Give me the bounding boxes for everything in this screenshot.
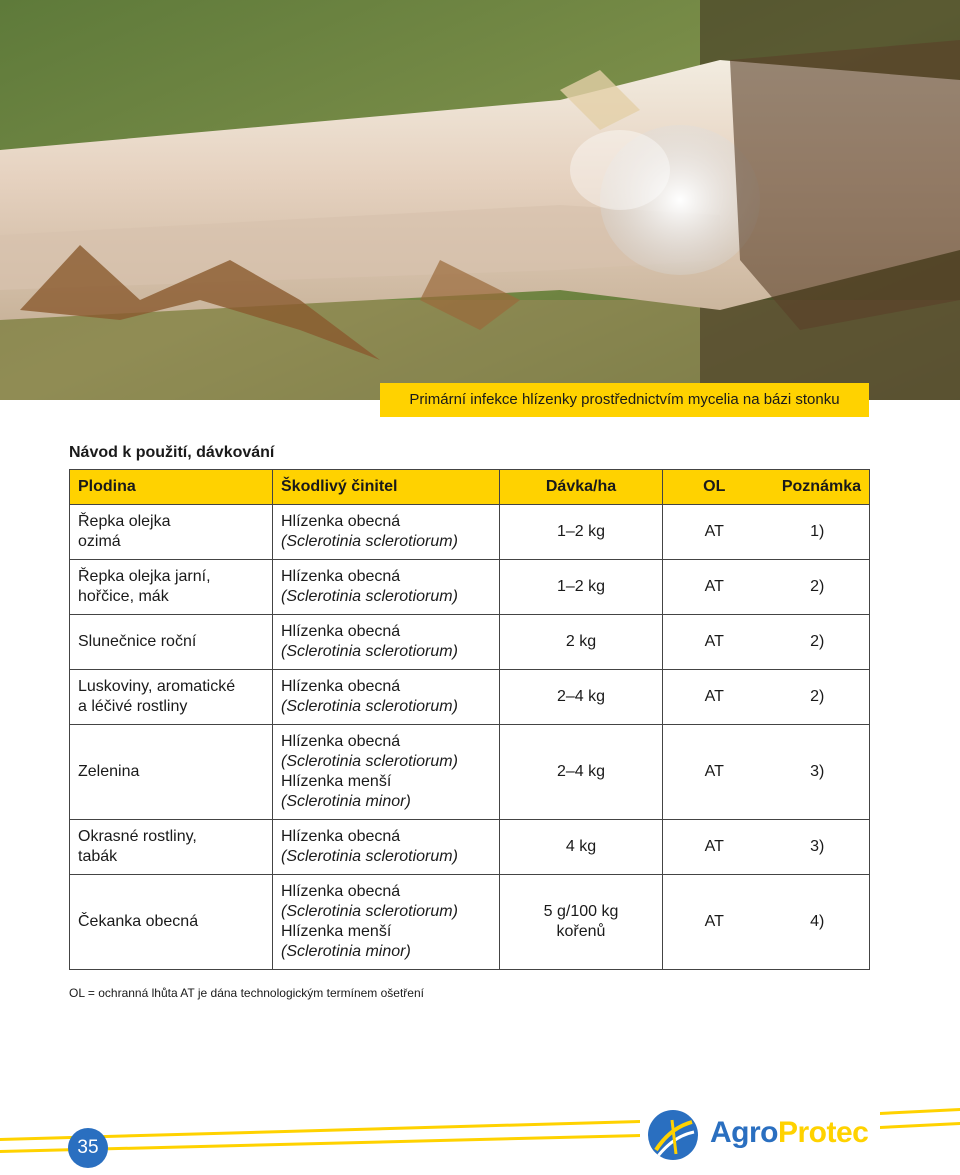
cell-ol: AT <box>663 875 766 970</box>
logo-mark-icon <box>648 1110 698 1160</box>
table-row <box>70 725 870 820</box>
cell-ol: AT <box>663 505 766 560</box>
dosage-table <box>69 469 870 970</box>
header-note: Poznámka <box>766 470 870 505</box>
cell-ol: AT <box>663 560 766 615</box>
cell-dose: 1–2 kg <box>500 560 663 615</box>
photo-caption: Primární infekce hlízenky prostřednictvím mycelia na bázi stonku <box>380 383 869 417</box>
cell-crop: Slunečnice roční <box>70 615 273 670</box>
cell-crop: Zelenina <box>70 725 273 820</box>
cell-crop: Luskoviny, aromatické a léčivé rostliny <box>70 670 273 725</box>
cell-note: 3) <box>766 725 870 820</box>
table-row <box>70 670 870 725</box>
cell-pest: Hlízenka obecná (Sclerotinia sclerotiorum) <box>273 670 500 725</box>
cell-crop: Okrasné rostliny, tabák <box>70 820 273 875</box>
table-row <box>70 560 870 615</box>
cell-dose: 2–4 kg <box>500 670 663 725</box>
table-row <box>70 820 870 875</box>
table-row <box>70 505 870 560</box>
cell-note: 1) <box>766 505 870 560</box>
cell-dose: 4 kg <box>500 820 663 875</box>
cell-note: 4) <box>766 875 870 970</box>
cell-pest: Hlízenka obecná (Sclerotinia sclerotiorum) <box>273 505 500 560</box>
cell-ol: AT <box>663 725 766 820</box>
cell-dose: 1–2 kg <box>500 505 663 560</box>
cell-note: 2) <box>766 615 870 670</box>
header-ol: OL <box>663 470 766 505</box>
table-row <box>70 875 870 970</box>
section-title: Návod k použití, dávkování <box>69 444 275 461</box>
page-number: 35 <box>68 1128 108 1168</box>
header-dose: Dávka/ha <box>500 470 663 505</box>
table-row <box>70 615 870 670</box>
cell-note: 3) <box>766 820 870 875</box>
cell-pest: Hlízenka obecná (Sclerotinia sclerotiorum) <box>273 560 500 615</box>
cell-pest: Hlízenka obecná (Sclerotinia sclerotiorum) <box>273 820 500 875</box>
cell-dose: 2 kg <box>500 615 663 670</box>
cell-note: 2) <box>766 670 870 725</box>
cell-crop: Řepka olejka ozimá <box>70 505 273 560</box>
cell-dose: 2–4 kg <box>500 725 663 820</box>
cell-crop: Řepka olejka jarní, hořčice, mák <box>70 560 273 615</box>
table-header-row <box>70 470 870 505</box>
cell-pest: Hlízenka obecná (Sclerotinia sclerotiorum) <box>273 615 500 670</box>
cell-ol: AT <box>663 670 766 725</box>
cell-ol: AT <box>663 820 766 875</box>
cell-note: 2) <box>766 560 870 615</box>
cell-crop: Čekanka obecná <box>70 875 273 970</box>
stem-infection-photo <box>0 0 960 400</box>
cell-dose: 5 g/100 kg kořenů <box>500 875 663 970</box>
header-crop: Plodina <box>70 470 273 505</box>
agroprotec-logo <box>648 1108 873 1162</box>
cell-pest: Hlízenka obecná (Sclerotinia sclerotiorum) Hlízenka menší (Sclerotinia minor) <box>273 725 500 820</box>
header-pest: Škodlivý činitel <box>273 470 500 505</box>
logo-text: AgroProtec <box>710 1116 869 1149</box>
footnote: OL = ochranná lhůta AT je dána technologickým termínem ošetření <box>69 986 424 1000</box>
cell-ol: AT <box>663 615 766 670</box>
cell-pest: Hlízenka obecná (Sclerotinia sclerotiorum) Hlízenka menší (Sclerotinia minor) <box>273 875 500 970</box>
